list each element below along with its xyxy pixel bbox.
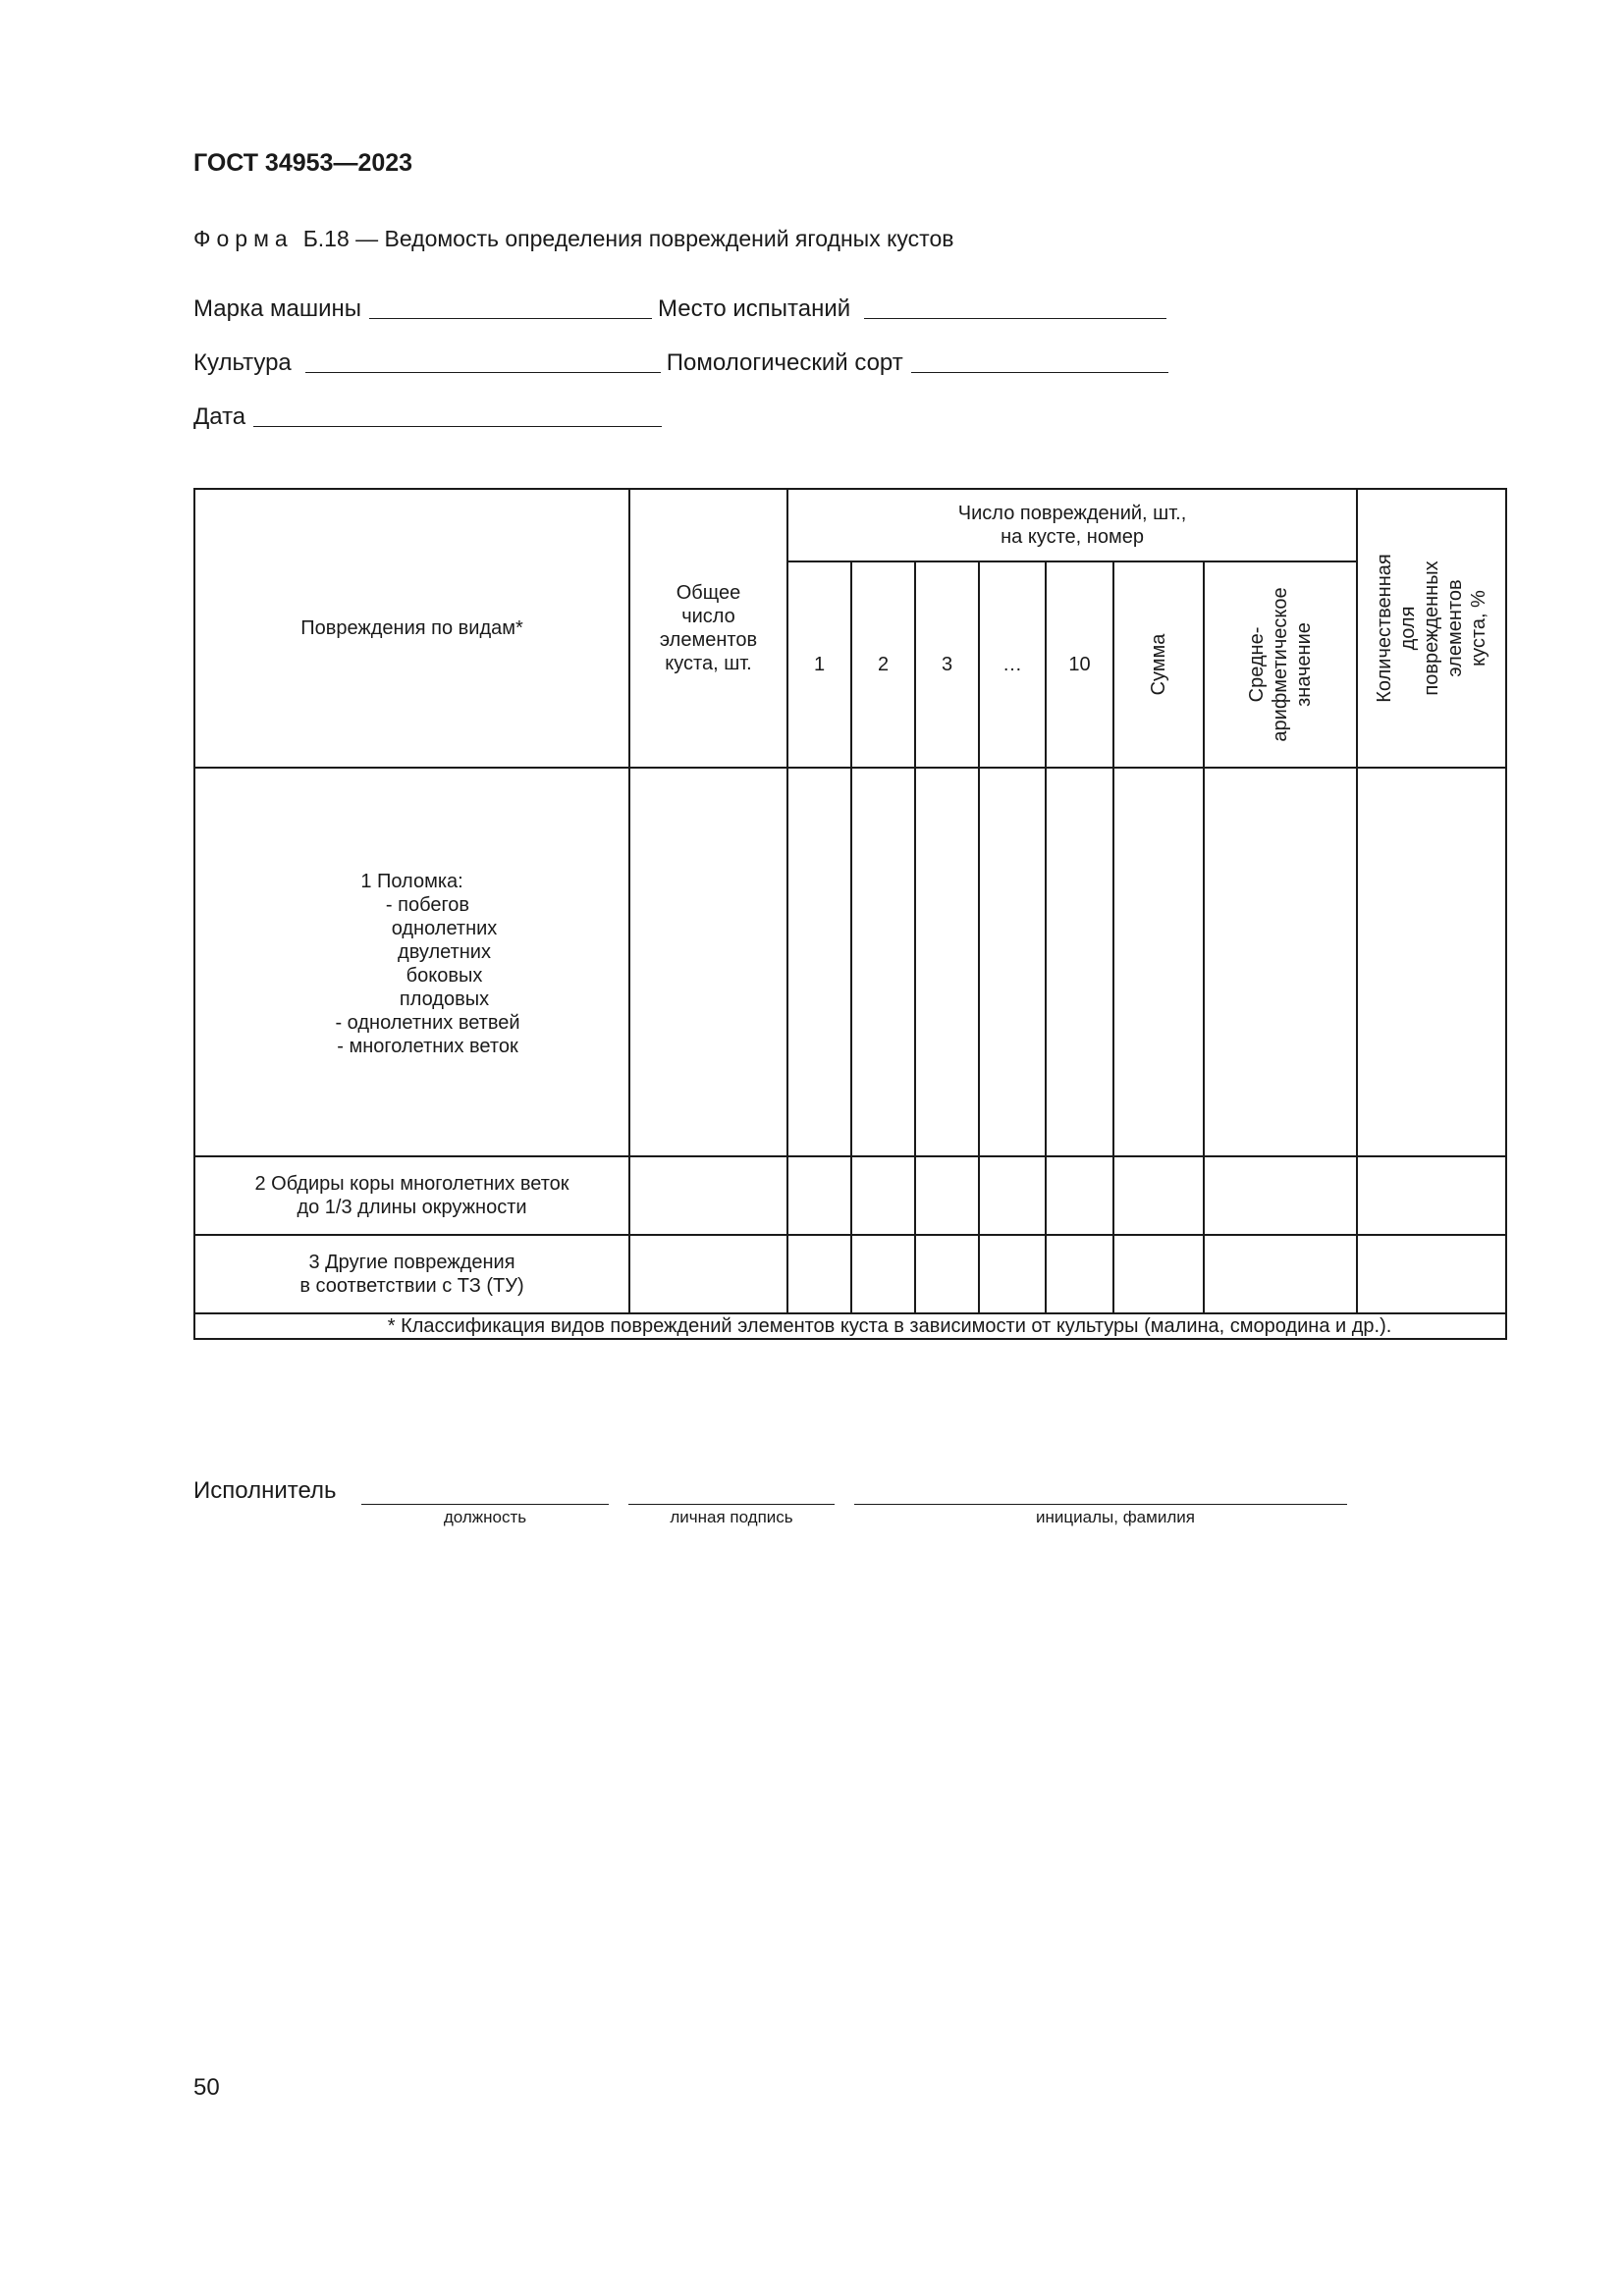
header-average-text: Средне- арифметическое значение bbox=[1246, 587, 1316, 742]
table-cell[interactable] bbox=[979, 768, 1046, 1156]
field-variety-line[interactable] bbox=[911, 348, 1168, 373]
field-row-date bbox=[193, 402, 668, 431]
signature-position-caption: должность bbox=[443, 1508, 527, 1526]
table-cell[interactable] bbox=[1357, 1235, 1506, 1313]
header-share bbox=[1357, 489, 1506, 768]
signature-name-caption: инициалы, фамилия bbox=[1036, 1508, 1195, 1526]
table-cell[interactable] bbox=[979, 1156, 1046, 1235]
table-cell[interactable] bbox=[851, 1235, 915, 1313]
table-cell[interactable] bbox=[1357, 1156, 1506, 1235]
form-title bbox=[193, 226, 953, 252]
header-sum bbox=[1113, 561, 1204, 768]
damage-table bbox=[193, 488, 1507, 1340]
row-bark-label: 2 Обдиры коры многолетних веток до 1/3 длины окружности bbox=[194, 1156, 629, 1235]
header-average bbox=[1204, 561, 1357, 768]
field-row-culture bbox=[193, 348, 1174, 377]
row-breakage-label bbox=[194, 768, 629, 1156]
table-cell[interactable] bbox=[1046, 1156, 1113, 1235]
form-word: Форма bbox=[193, 226, 294, 251]
row-breakage-line: - однолетних ветвей bbox=[335, 1012, 520, 1034]
table-cell[interactable] bbox=[1046, 1235, 1113, 1313]
table-cell[interactable] bbox=[1113, 1235, 1204, 1313]
header-share-text: Количественная доля поврежденных элементов куста, % bbox=[1374, 554, 1490, 703]
signature-position-line[interactable] bbox=[361, 1503, 609, 1505]
document-code: ГОСТ 34953—2023 bbox=[193, 149, 413, 177]
header-damage-count-group: Число повреждений, шт., на кусте, номер bbox=[787, 489, 1357, 561]
signature-sign-line[interactable] bbox=[628, 1503, 835, 1505]
table-cell[interactable] bbox=[915, 768, 979, 1156]
header-bush-3: 3 bbox=[915, 561, 979, 768]
table-cell[interactable] bbox=[1113, 768, 1204, 1156]
header-total-elements: Общее число элементов куста, шт. bbox=[629, 489, 787, 768]
field-row-machine bbox=[193, 294, 1172, 323]
table-cell[interactable] bbox=[629, 1235, 787, 1313]
table-cell[interactable] bbox=[1204, 768, 1357, 1156]
table-cell[interactable] bbox=[1204, 1235, 1357, 1313]
signature-label: Исполнитель bbox=[193, 1477, 337, 1504]
table-cell[interactable] bbox=[787, 1235, 851, 1313]
page-number: 50 bbox=[193, 2074, 220, 2101]
form-title-text: Б.18 — Ведомость определения повреждений ягодных кустов bbox=[302, 226, 954, 251]
signature-name-line[interactable] bbox=[854, 1503, 1347, 1505]
field-place-label: Место испытаний bbox=[658, 295, 851, 322]
header-bush-2: 2 bbox=[851, 561, 915, 768]
table-cell[interactable] bbox=[1357, 768, 1506, 1156]
table-cell[interactable] bbox=[629, 768, 787, 1156]
row-breakage-line: - многолетних веток bbox=[337, 1036, 518, 1057]
header-sum-text: Сумма bbox=[1148, 633, 1169, 696]
header-damage-types: Повреждения по видам* bbox=[194, 489, 629, 768]
table-footnote: * Классификация видов повреждений элементов куста в зависимости от культуры (малина, смородина и др.). bbox=[194, 1313, 1506, 1339]
row-other-label: 3 Другие повреждения в соответствии с ТЗ (ТУ) bbox=[194, 1235, 629, 1313]
table-cell[interactable] bbox=[915, 1156, 979, 1235]
header-bush-ellipsis: … bbox=[979, 561, 1046, 768]
table-cell[interactable] bbox=[915, 1235, 979, 1313]
field-culture-label: Культура bbox=[193, 349, 292, 376]
field-machine-label: Марка машины bbox=[193, 295, 362, 322]
table-row-bark bbox=[194, 1156, 1506, 1235]
signature-sign-caption: личная подпись bbox=[670, 1508, 793, 1526]
field-variety-label: Помологический сорт bbox=[666, 349, 903, 376]
field-culture-line[interactable] bbox=[305, 348, 661, 373]
table-cell[interactable] bbox=[851, 768, 915, 1156]
header-bush-1: 1 bbox=[787, 561, 851, 768]
table-cell[interactable] bbox=[1113, 1156, 1204, 1235]
row-breakage-line: однолетних bbox=[391, 918, 498, 939]
table-cell[interactable] bbox=[787, 1156, 851, 1235]
table-cell[interactable] bbox=[1204, 1156, 1357, 1235]
table-row-other bbox=[194, 1235, 1506, 1313]
field-date-label: Дата bbox=[193, 403, 246, 430]
field-place-line[interactable] bbox=[864, 294, 1166, 319]
table-cell[interactable] bbox=[787, 768, 851, 1156]
table-cell[interactable] bbox=[851, 1156, 915, 1235]
field-machine-line[interactable] bbox=[369, 294, 652, 319]
table-cell[interactable] bbox=[629, 1156, 787, 1235]
table-cell[interactable] bbox=[979, 1235, 1046, 1313]
field-date-line[interactable] bbox=[253, 402, 662, 427]
row-breakage-line: плодовых bbox=[399, 988, 490, 1010]
table-cell[interactable] bbox=[1046, 768, 1113, 1156]
header-row-1 bbox=[194, 489, 1506, 561]
row-breakage-line: двулетних bbox=[398, 941, 491, 963]
header-bush-10: 10 bbox=[1046, 561, 1113, 768]
table-row-footnote bbox=[194, 1313, 1506, 1339]
row-breakage-line: боковых bbox=[406, 965, 483, 987]
table-row-breakage bbox=[194, 768, 1506, 1156]
row-breakage-line: 1 Поломка: bbox=[360, 871, 463, 892]
row-breakage-line: - побегов bbox=[385, 894, 470, 916]
